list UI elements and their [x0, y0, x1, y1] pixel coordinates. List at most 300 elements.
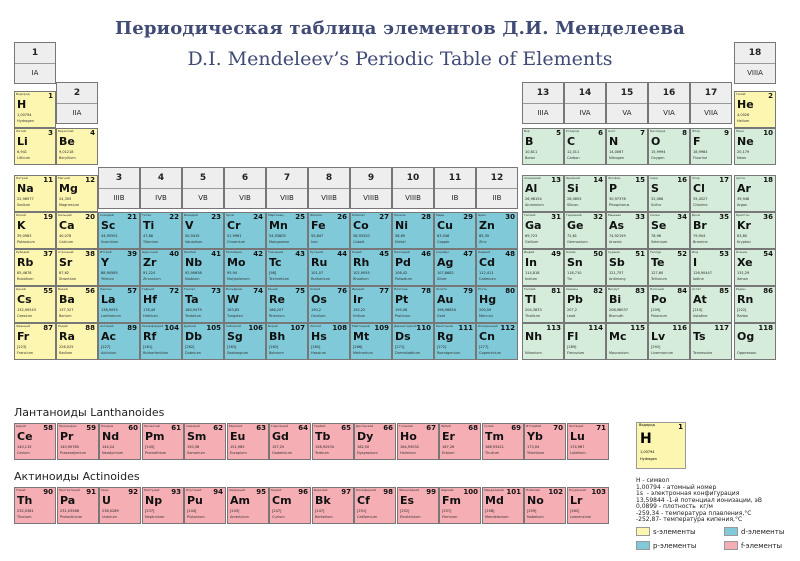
- atomic-mass: 121,757: [609, 271, 624, 275]
- group-number: 13: [523, 83, 563, 104]
- element-symbol: Cm: [272, 494, 292, 507]
- element-symbol: Tb: [315, 430, 331, 443]
- element-name-ru: Никель: [394, 213, 406, 217]
- element-cell-pr: [57, 423, 99, 460]
- group-header-10: [392, 167, 434, 209]
- element-symbol: Ir: [353, 293, 363, 306]
- element-name-en: Thorium: [17, 515, 32, 519]
- atomic-mass: 140,115: [17, 445, 32, 449]
- atomic-number: 75: [295, 287, 305, 295]
- atomic-mass: [98]: [269, 271, 277, 275]
- element-cell-ca: [56, 212, 98, 249]
- element-name-en: Cobalt: [353, 240, 365, 244]
- atomic-mass: 107,8682: [437, 271, 454, 275]
- element-name-ru: Тербий: [314, 424, 326, 428]
- element-name-ru: Ксенон: [736, 250, 748, 254]
- element-name-ru: Тантал: [184, 287, 196, 291]
- element-symbol: Am: [230, 494, 250, 507]
- element-cell-sn: [564, 249, 606, 286]
- atomic-number: 1: [48, 92, 53, 100]
- atomic-number: 39: [127, 250, 137, 258]
- element-name-ru: Хассий: [310, 324, 322, 328]
- element-name-en: Lawrencium: [570, 515, 592, 519]
- atomic-mass: 200,59: [479, 308, 492, 312]
- atomic-mass: 9,01218: [59, 150, 74, 154]
- element-symbol: Hg: [479, 293, 497, 306]
- element-name-en: Nitrogen: [609, 156, 625, 160]
- key-sample-mass: 1,00794: [640, 450, 655, 454]
- atomic-mass: 168,93421: [485, 445, 504, 449]
- atomic-number: 58: [43, 424, 53, 432]
- element-name-ru: Нептуний: [144, 488, 160, 492]
- element-name-ru: Железо: [310, 213, 323, 217]
- element-name-ru: Неодим: [101, 424, 114, 428]
- element-name-ru: Резерфордий: [142, 324, 164, 328]
- group-number: 17: [691, 83, 731, 104]
- group-roman: VB: [198, 194, 208, 203]
- group-number: 5: [183, 168, 223, 189]
- atomic-mass: [244]: [187, 509, 197, 513]
- element-name-en: Vanadium: [185, 240, 203, 244]
- element-cell-w: [224, 286, 266, 323]
- element-name-ru: Гольмий: [399, 424, 413, 428]
- atomic-number: 22: [169, 213, 179, 221]
- group-header-17: [690, 82, 732, 124]
- atomic-mass: 28,0855: [567, 197, 582, 201]
- atomic-number: 55: [43, 287, 53, 295]
- element-name-en: Scandium: [101, 240, 119, 244]
- atomic-mass: 180,9479: [185, 308, 202, 312]
- atomic-number: 59: [86, 424, 96, 432]
- atomic-number: 56: [85, 287, 95, 295]
- atomic-mass: 32,066: [651, 197, 664, 201]
- element-symbol: No: [527, 494, 544, 507]
- element-name-en: Tellurium: [651, 277, 667, 281]
- element-name-en: Livermorium: [651, 351, 674, 355]
- atomic-number: 34: [677, 213, 687, 221]
- element-name-en: Samarium: [187, 451, 205, 455]
- element-name-en: Lutetium: [570, 451, 586, 455]
- atomic-number: 24: [253, 213, 263, 221]
- element-name-ru: Неон: [736, 129, 744, 133]
- element-symbol: O: [651, 135, 661, 148]
- atomic-number: 70: [553, 424, 563, 432]
- atomic-number: 47: [463, 250, 473, 258]
- element-cell-ag: [434, 249, 476, 286]
- element-symbol: Cn: [479, 330, 495, 343]
- atomic-mass: [145]: [145, 445, 155, 449]
- element-name-ru: Барий: [58, 287, 68, 291]
- group-roman: VIIIB: [405, 194, 421, 203]
- atomic-number: 69: [511, 424, 521, 432]
- element-symbol: Ar: [737, 182, 751, 195]
- legend-label: p-элементы: [653, 542, 697, 550]
- element-name-ru: Литий: [16, 129, 26, 133]
- atomic-number: 60: [128, 424, 138, 432]
- atomic-number: 45: [379, 250, 389, 258]
- element-cell-ta: [182, 286, 224, 323]
- atomic-mass: 54,93805: [269, 234, 286, 238]
- atomic-mass: 231,03588: [60, 509, 79, 513]
- atomic-mass: 58,69: [395, 234, 406, 238]
- element-name-en: Selenium: [651, 240, 668, 244]
- element-name-en: Holmium: [400, 451, 416, 455]
- element-symbol: Cs: [17, 293, 32, 306]
- element-name-ru: Фтор: [692, 129, 701, 133]
- element-name-en: Lanthanum: [101, 314, 121, 318]
- element-name-ru: Америций: [229, 488, 245, 492]
- element-cell-cm: [269, 487, 311, 524]
- element-name-en: Oxygen: [651, 156, 665, 160]
- element-symbol: Pu: [187, 494, 203, 507]
- atomic-number: 36: [763, 213, 773, 221]
- group-number: 15: [607, 83, 647, 104]
- atomic-mass: 85,4678: [17, 271, 32, 275]
- atomic-number: 41: [211, 250, 221, 258]
- group-header-6: [224, 167, 266, 209]
- element-symbol: Ba: [59, 293, 75, 306]
- atomic-number: 48: [505, 250, 515, 258]
- atomic-number: 2: [768, 92, 773, 100]
- element-name-ru: Осмий: [310, 287, 321, 291]
- element-name-en: Neodymium: [102, 451, 124, 455]
- atomic-mass: 87,62: [59, 271, 70, 275]
- group-header-4: [140, 167, 182, 209]
- legend-label: s-элементы: [653, 528, 696, 536]
- element-name-en: Carbon: [567, 156, 580, 160]
- element-cell-tm: [482, 423, 524, 460]
- element-name-en: Praseodymium: [60, 451, 87, 455]
- atomic-mass: [292]: [651, 345, 661, 349]
- legend-label: d-элементы: [741, 528, 785, 536]
- element-cell-fm: [439, 487, 481, 524]
- title-english: D.I. Mendeleev’s Periodic Table of Elements: [187, 48, 613, 70]
- element-cell-mt: [350, 323, 392, 360]
- group-number: 8: [309, 168, 349, 189]
- element-name-en: Protactinium: [60, 515, 83, 519]
- atomic-number: 78: [421, 287, 431, 295]
- element-name-en: Plutonium: [187, 515, 205, 519]
- atomic-number: 111: [458, 324, 473, 332]
- element-name-en: Berkelium: [315, 515, 333, 519]
- element-cell-y: [98, 249, 140, 286]
- element-cell-ni: [392, 212, 434, 249]
- element-symbol: Zr: [143, 256, 157, 269]
- atomic-mass: [266]: [353, 345, 363, 349]
- element-cell-as: [606, 212, 648, 249]
- element-name-ru: Натрий: [16, 176, 28, 180]
- atomic-number: 43: [295, 250, 305, 258]
- group-roman: IIIA: [537, 109, 549, 118]
- group-roman: VIB: [239, 194, 251, 203]
- atomic-mass: 50,9415: [185, 234, 200, 238]
- element-name-ru: Олово: [566, 250, 576, 254]
- atomic-mass: 195,08: [395, 308, 408, 312]
- atomic-number: 3: [48, 129, 53, 137]
- atomic-mass: 63,546: [437, 234, 450, 238]
- element-name-ru: Тулий: [484, 424, 494, 428]
- group-roman: IVA: [579, 109, 591, 118]
- element-symbol: Sg: [227, 330, 243, 343]
- element-symbol: La: [101, 293, 116, 306]
- element-cell-cs: [14, 286, 56, 323]
- element-cell-li: [14, 128, 56, 165]
- element-name-en: Gold: [437, 314, 446, 318]
- element-name-ru: Медь: [436, 213, 445, 217]
- element-symbol: Bk: [315, 494, 331, 507]
- element-cell-si: [564, 175, 606, 212]
- atomic-number: 83: [635, 287, 645, 295]
- element-name-en: Phosphorus: [609, 203, 630, 207]
- atomic-mass: 140,90765: [60, 445, 79, 449]
- element-name-en: Nobelium: [527, 515, 544, 519]
- element-cell-ho: [397, 423, 439, 460]
- legend-swatch-2: [636, 541, 650, 550]
- element-symbol: C: [567, 135, 576, 148]
- element-symbol: Tc: [269, 256, 282, 269]
- element-name-en: Oganesson: [737, 351, 757, 355]
- atomic-number: 85: [719, 287, 729, 295]
- group-roman: VIIIB: [321, 194, 337, 203]
- atomic-number: 38: [85, 250, 95, 258]
- element-name-ru: Иод: [692, 250, 699, 254]
- element-name-en: Titanium: [143, 240, 159, 244]
- element-symbol: Ni: [395, 219, 408, 232]
- element-name-ru: Самарий: [186, 424, 200, 428]
- element-name-en: Rutherfordium: [143, 351, 169, 355]
- atomic-mass: 83,80: [737, 234, 748, 238]
- element-name-ru: Радон: [736, 287, 746, 291]
- group-header-5: [182, 167, 224, 209]
- atomic-number: 18: [763, 176, 773, 184]
- group-number: 1: [15, 43, 55, 64]
- element-symbol: Pt: [395, 293, 409, 306]
- element-name-en: Chromium: [227, 240, 246, 244]
- element-symbol: Tm: [485, 430, 504, 443]
- element-name-en: Nihonium: [525, 351, 542, 355]
- atomic-number: 62: [213, 424, 223, 432]
- atomic-number: 10: [763, 129, 773, 137]
- element-name-ru: Мышьяк: [608, 213, 622, 217]
- element-name-ru: Плутоний: [186, 488, 202, 492]
- element-name-ru: Азот: [608, 129, 616, 133]
- atomic-mass: 204,3833: [525, 308, 542, 312]
- atomic-mass: 14,0067: [609, 150, 624, 154]
- element-cell-te: [648, 249, 690, 286]
- element-cell-fe: [308, 212, 350, 249]
- atomic-mass: 162,50: [357, 445, 370, 449]
- element-name-en: Beryllium: [59, 156, 76, 160]
- element-name-ru: Свинец: [566, 287, 578, 291]
- atomic-mass: 144,24: [102, 445, 115, 449]
- element-symbol: F: [693, 135, 701, 148]
- element-cell-cl: [690, 175, 732, 212]
- atomic-mass: [210]: [693, 308, 703, 312]
- atomic-number: 91: [86, 488, 96, 496]
- atomic-mass: [271]: [395, 345, 405, 349]
- element-symbol: As: [609, 219, 625, 232]
- group-number: 12: [477, 168, 517, 189]
- element-name-ru: Торий: [16, 488, 26, 492]
- atomic-mass: [257]: [442, 509, 452, 513]
- element-cell-er: [439, 423, 481, 460]
- element-name-ru: Лантан: [100, 287, 112, 291]
- atomic-mass: [259]: [527, 509, 537, 513]
- atomic-mass: 44,95591: [101, 234, 118, 238]
- element-cell-cr: [224, 212, 266, 249]
- key-sample-number: 1: [678, 423, 683, 431]
- atomic-number: 110: [416, 324, 431, 332]
- element-name-en: Gadolinium: [272, 451, 292, 455]
- atomic-mass: 91,224: [143, 271, 156, 275]
- element-symbol: I: [693, 256, 698, 269]
- element-symbol: Eu: [230, 430, 246, 443]
- atomic-mass: 72,61: [567, 234, 578, 238]
- element-name-en: Fluorine: [693, 156, 708, 160]
- element-cell-bh: [266, 323, 308, 360]
- atomic-number: 87: [43, 324, 53, 332]
- element-name-ru: Хром: [226, 213, 235, 217]
- atomic-number: 28: [421, 213, 431, 221]
- group-roman: IIB: [492, 194, 502, 203]
- atomic-mass: 65,39: [479, 234, 490, 238]
- atomic-number: 16: [677, 176, 687, 184]
- element-name-en: Helium: [737, 119, 750, 123]
- atomic-mass: 10,811: [525, 150, 538, 154]
- element-cell-kr: [734, 212, 776, 249]
- element-cell-ds: [392, 323, 434, 360]
- element-cell-rg: [434, 323, 476, 360]
- atomic-mass: [251]: [357, 509, 367, 513]
- atomic-mass: 238,0289: [102, 509, 119, 513]
- element-cell-zn: [476, 212, 518, 249]
- atomic-mass: 39,0983: [17, 234, 32, 238]
- element-name-en: Silver: [437, 277, 447, 281]
- atomic-mass: 106,42: [395, 271, 408, 275]
- atomic-number: 65: [341, 424, 351, 432]
- atomic-number: 112: [500, 324, 515, 332]
- atomic-number: 113: [546, 324, 561, 332]
- element-name-ru: Рутений: [310, 250, 324, 254]
- element-symbol: K: [17, 219, 26, 232]
- element-cell-eu: [227, 423, 269, 460]
- atomic-mass: 192,22: [353, 308, 366, 312]
- element-name-en: Meitnerium: [353, 351, 373, 355]
- element-symbol: B: [525, 135, 534, 148]
- atomic-number: 93: [171, 488, 181, 496]
- element-symbol: H: [17, 98, 27, 111]
- atomic-number: 76: [337, 287, 347, 295]
- element-name-ru: Молибден: [226, 250, 243, 254]
- key-sample-symbol: H: [640, 431, 652, 447]
- atomic-number: 13: [551, 176, 561, 184]
- element-cell-lr: [567, 487, 609, 524]
- element-symbol: S: [651, 182, 659, 195]
- element-name-en: Mercury: [479, 314, 494, 318]
- element-name-ru: Прометий: [144, 424, 160, 428]
- element-name-en: Argon: [737, 203, 748, 207]
- element-cell-k: [14, 212, 56, 249]
- element-cell-cf: [354, 487, 396, 524]
- atomic-number: 7: [640, 129, 645, 137]
- atomic-number: 81: [551, 287, 561, 295]
- element-cell-he: [734, 91, 776, 128]
- element-cell-ce: [14, 423, 56, 460]
- key-line: -259,34 - температура плавления,°С: [636, 509, 752, 517]
- group-number: 14: [565, 83, 605, 104]
- atomic-mass: 157,25: [272, 445, 285, 449]
- atomic-mass: 226,025: [59, 345, 74, 349]
- element-cell-pt: [392, 286, 434, 323]
- element-name-ru: Кремний: [566, 176, 581, 180]
- atomic-mass: [262]: [570, 509, 580, 513]
- element-symbol: Mg: [59, 182, 78, 195]
- atomic-mass: 164,93032: [400, 445, 419, 449]
- atomic-mass: [247]: [272, 509, 282, 513]
- element-name-ru: Церий: [16, 424, 26, 428]
- element-symbol: Os: [311, 293, 327, 306]
- group-header-12: [476, 167, 518, 209]
- element-name-ru: Водород: [16, 92, 30, 96]
- atomic-mass: 178,49: [143, 308, 156, 312]
- group-number: 10: [393, 168, 433, 189]
- element-name-ru: Аргон: [736, 176, 746, 180]
- element-symbol: Xe: [737, 256, 753, 269]
- element-cell-sg: [224, 323, 266, 360]
- element-cell-mo: [224, 249, 266, 286]
- element-symbol: Ge: [567, 219, 584, 232]
- atomic-number: 64: [298, 424, 308, 432]
- element-name-en: Ruthenium: [311, 277, 331, 281]
- element-name-en: Rhodium: [353, 277, 369, 281]
- atomic-number: 100: [463, 488, 478, 496]
- element-symbol: Br: [693, 219, 707, 232]
- atomic-mass: 173,04: [527, 445, 540, 449]
- element-symbol: Np: [145, 494, 163, 507]
- atomic-number: 114: [588, 324, 603, 332]
- atomic-number: 30: [505, 213, 515, 221]
- atomic-mass: 112,411: [479, 271, 494, 275]
- group-header-9: [350, 167, 392, 209]
- element-name-en: Francium: [17, 351, 34, 355]
- element-cell-lu: [567, 423, 609, 460]
- legend-swatch-3: [724, 541, 738, 550]
- element-symbol: Bh: [269, 330, 286, 343]
- atomic-number: 61: [171, 424, 181, 432]
- element-cell-md: [482, 487, 524, 524]
- element-name-ru: Цинк: [478, 213, 487, 217]
- element-name-ru: Технеций: [268, 250, 284, 254]
- element-symbol: Ts: [693, 330, 706, 343]
- element-cell-ne: [734, 128, 776, 165]
- element-symbol: Rf: [143, 330, 157, 343]
- element-name-ru: Борий: [268, 324, 278, 328]
- element-cell-u: [99, 487, 141, 524]
- element-name-ru: Сера: [650, 176, 658, 180]
- element-name-en: Tantalum: [185, 314, 202, 318]
- atomic-mass: 24,305: [59, 197, 72, 201]
- title-russian: Периодическая таблица элементов Д.И. Менделеева: [115, 18, 685, 39]
- element-cell-co: [350, 212, 392, 249]
- element-symbol: Si: [567, 182, 579, 195]
- element-symbol: Cl: [693, 182, 705, 195]
- element-name-en: Krypton: [737, 240, 751, 244]
- element-symbol: Tl: [525, 293, 537, 306]
- element-cell-n: [606, 128, 648, 165]
- atomic-mass: [227]: [101, 345, 111, 349]
- atomic-mass: 47,88: [143, 234, 154, 238]
- element-name-en: Sulfur: [651, 203, 662, 207]
